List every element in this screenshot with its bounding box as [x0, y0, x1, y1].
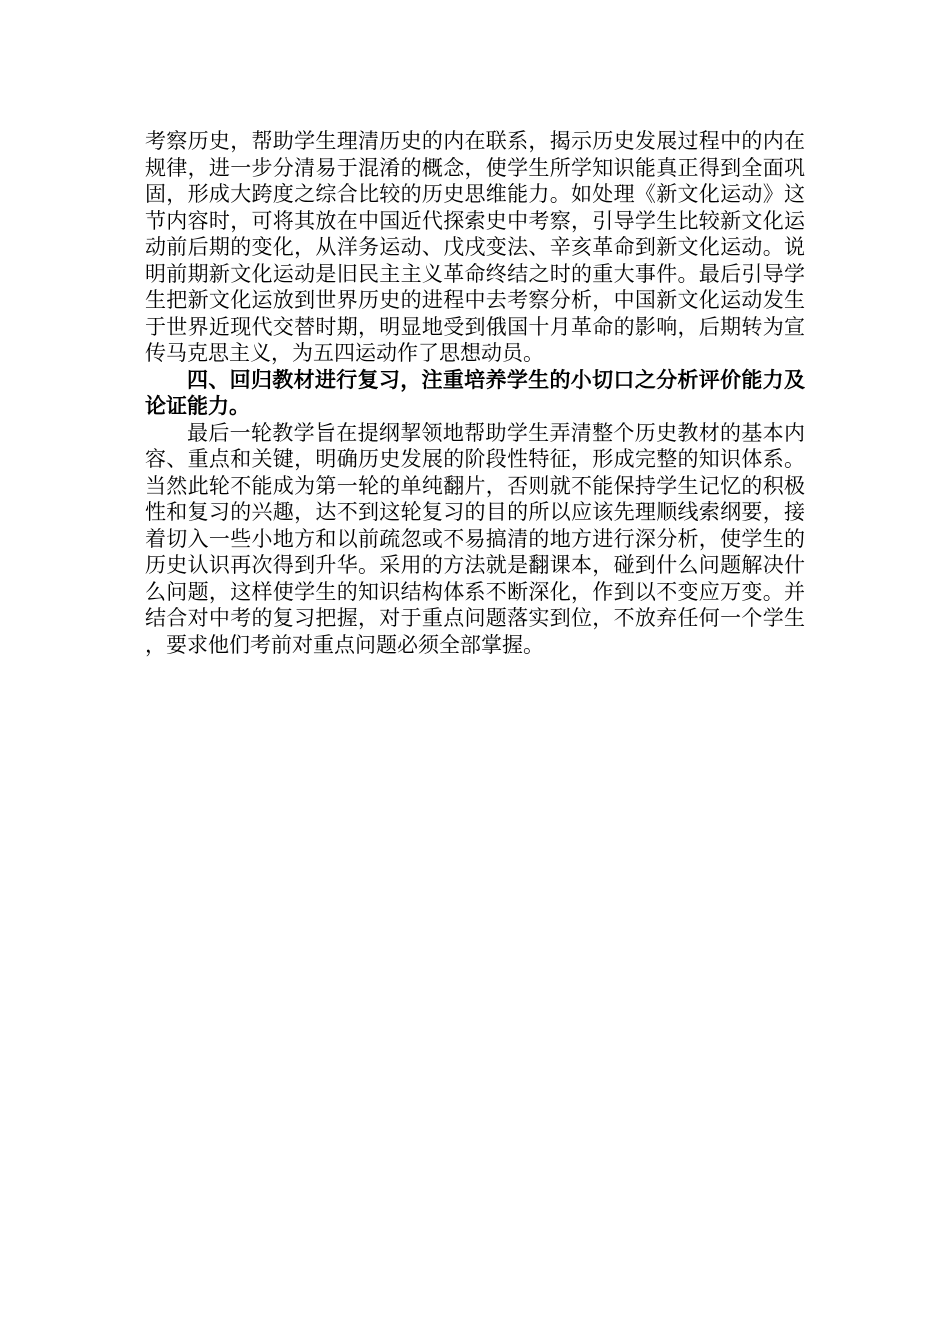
document-body	[145, 128, 805, 658]
section-heading-4: 四、回归教材进行复习，注重培养学生的小切口之分析评价能力及论证能力。	[145, 367, 805, 418]
body-paragraph-continued: 考察历史，帮助学生理清历史的内在联系，揭示历史发展过程中的内在规律，进一步分清易于混淆的概念，使学生所学知识能真正得到全面巩固，形成大跨度之综合比较的历史思维能力。如处理《新文化运动》这节内容时，可将其放在中国近代探索史中考察，引导学生比较新文化运动前后期的变化，从洋务运动、戊戌变法、辛亥革命到新文化运动。说明前期新文化运动是旧民主主义革命终结之时的重大事件。最后引导学生把新文化运放到世界历史的进程中去考察分析，中国新文化运动发生于世界近现代交替时期，明显地受到俄国十月革命的影响，后期转为宣传马克思主义，为五四运动作了思想动员。	[145, 129, 805, 365]
body-paragraph-final-review: 最后一轮教学旨在提纲挈领地帮助学生弄清整个历史教材的基本内容、重点和关键，明确历史发展的阶段性特征，形成完整的知识体系。当然此轮不能成为第一轮的单纯翻片，否则就不能保持学生记忆的积极性和复习的兴趣，达不到这轮复习的目的所以应该先理顺线索纲要，接着切入一些小地方和以前疏忽或不易搞清的地方进行深分析，使学生的历史认识再次得到升华。采用的方法就是翻课本，碰到什么问题解决什么问题，这样使学生的知识结构体系不断深化，作到以不变应万变。并结合对中考的复习把握，对于重点问题落实到位，不放弃任何一个学生，要求他们考前对重点问题必须全部掌握。	[145, 420, 805, 657]
